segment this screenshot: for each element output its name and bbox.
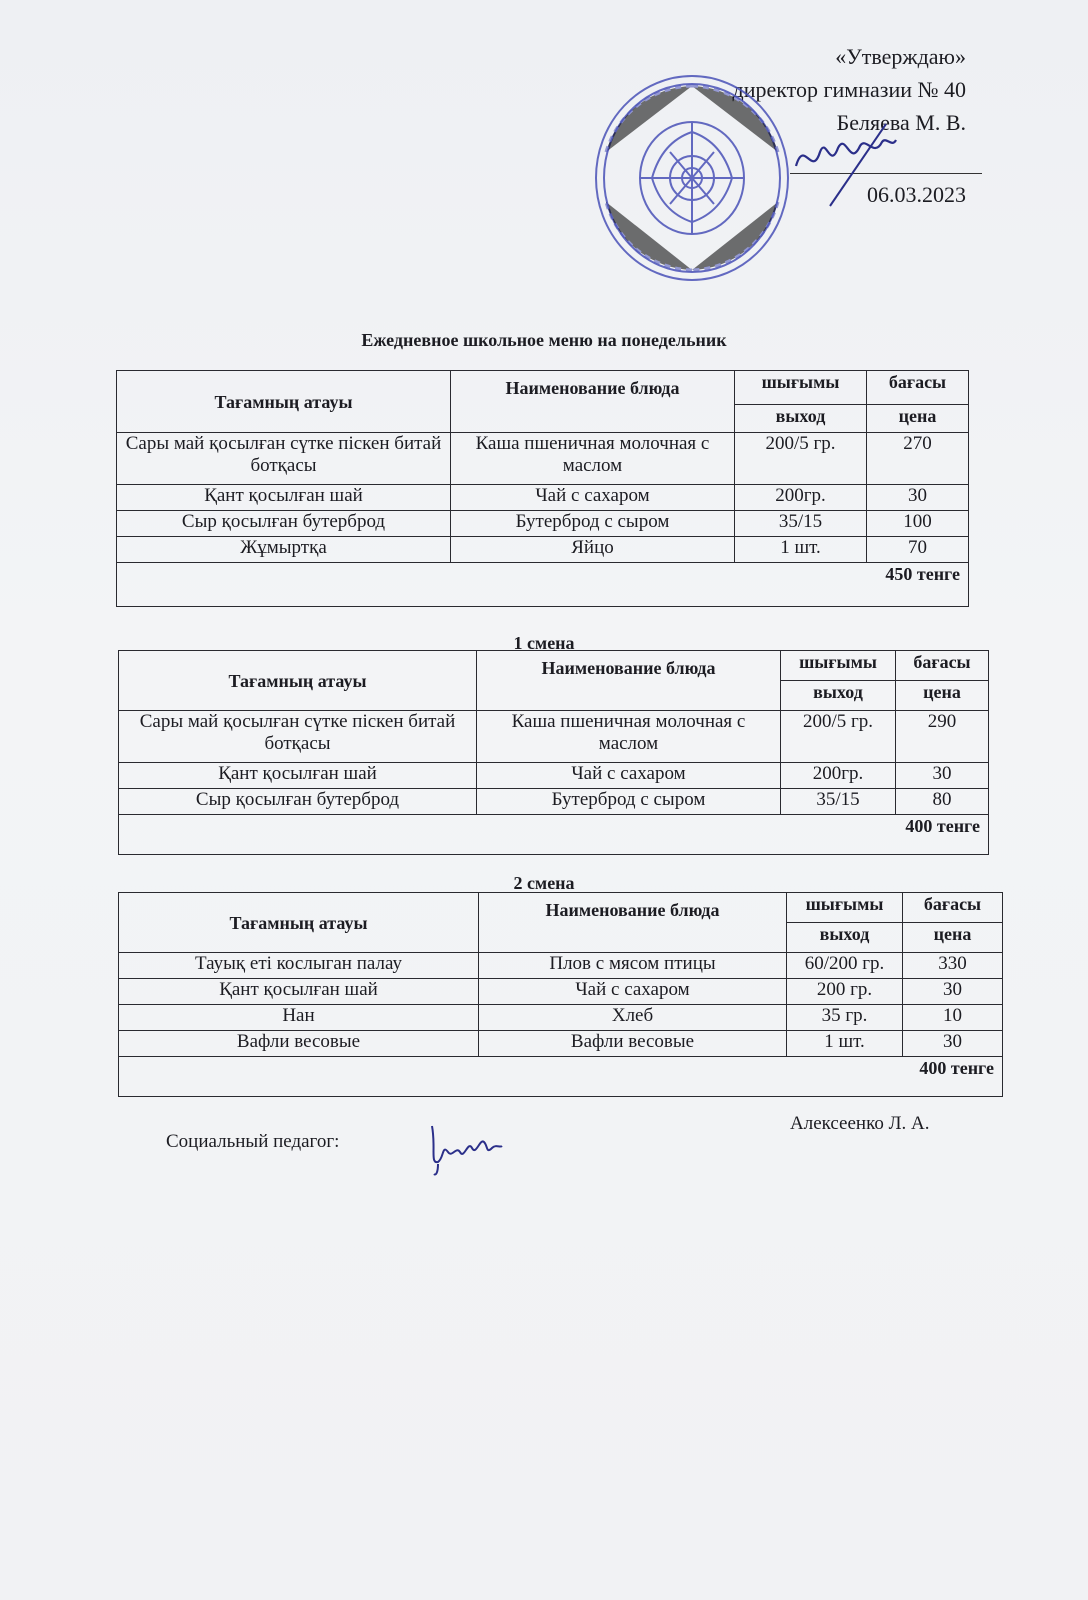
header-price-ru: цена: [903, 923, 1003, 953]
total-price: 400 тенге: [119, 815, 989, 855]
table-row: [119, 979, 1003, 1005]
approval-date: 06.03.2023: [867, 182, 966, 207]
header-price-kz: бағасы: [896, 651, 989, 681]
dish-kz: Қант қосылған шай: [117, 485, 451, 511]
dish-yield: 1 шт.: [787, 1031, 903, 1057]
dish-ru: Чай с сахаром: [479, 979, 787, 1005]
signature-icon: [790, 118, 900, 208]
total-price: 450 тенге: [117, 563, 969, 607]
header-price-kz: бағасы: [867, 371, 969, 405]
shift-1-title: 1 смена: [513, 633, 575, 653]
dish-ru: Бутерброд с сыром: [451, 511, 735, 537]
header-price-ru: цена: [867, 405, 969, 433]
dish-ru: Чай с сахаром: [477, 763, 781, 789]
dish-kz: Сары май қосылған сүтке піскен битай ботқасы: [117, 433, 451, 485]
dish-price: 290: [896, 711, 989, 763]
dish-ru: Каша пшеничная молочная с маслом: [477, 711, 781, 763]
dish-yield: 35/15: [735, 511, 867, 537]
dish-price: 80: [896, 789, 989, 815]
signature-icon: [426, 1118, 506, 1178]
header-kz-name: Тағамның атауы: [119, 651, 477, 711]
dish-ru: Плов с мясом птицы: [479, 953, 787, 979]
shift-1-table: [118, 650, 989, 855]
header-ru-name: Наименование блюда: [477, 651, 781, 711]
header-kz-name: Тағамның атауы: [119, 893, 479, 953]
approval-position: директор гимназии № 40: [732, 77, 966, 102]
dish-yield: 200 гр.: [787, 979, 903, 1005]
dish-ru: Чай с сахаром: [451, 485, 735, 511]
header-kz-name: Тағамның атауы: [117, 371, 451, 433]
header-yield-kz: шығымы: [781, 651, 896, 681]
menu-title: Ежедневное школьное меню на понедельник: [361, 330, 727, 350]
dish-price: 30: [903, 1031, 1003, 1057]
dish-kz: Тауық еті кослыган палау: [119, 953, 479, 979]
table-row: [117, 433, 969, 485]
table-row: [117, 511, 969, 537]
dish-price: 70: [867, 537, 969, 563]
header-price-kz: бағасы: [903, 893, 1003, 923]
header-ru-name: Наименование блюда: [451, 371, 735, 433]
main-menu-table: [116, 370, 969, 607]
dish-yield: 35/15: [781, 789, 896, 815]
dish-kz: Нан: [119, 1005, 479, 1031]
dish-yield: 200гр.: [781, 763, 896, 789]
dish-yield: 200/5 гр.: [781, 711, 896, 763]
table-row: [119, 789, 989, 815]
approval-person: Беляева М. В.: [836, 110, 966, 135]
dish-price: 270: [867, 433, 969, 485]
table-row: [117, 485, 969, 511]
dish-price: 30: [896, 763, 989, 789]
table-row: [119, 1005, 1003, 1031]
dish-yield: 200/5 гр.: [735, 433, 867, 485]
dish-kz: Қант қосылған шай: [119, 979, 479, 1005]
header-yield-kz: шығымы: [787, 893, 903, 923]
dish-kz: Сары май қосылған сүтке піскен битай ботқасы: [119, 711, 477, 763]
total-price: 400 тенге: [119, 1057, 1003, 1097]
dish-ru: Вафли весовые: [479, 1031, 787, 1057]
dish-price: 10: [903, 1005, 1003, 1031]
dish-price: 30: [867, 485, 969, 511]
stamp-icon: [592, 72, 792, 284]
dish-kz: Сыр қосылған бутерброд: [117, 511, 451, 537]
dish-yield: 1 шт.: [735, 537, 867, 563]
dish-price: 100: [867, 511, 969, 537]
dish-price: 30: [903, 979, 1003, 1005]
dish-yield: 200гр.: [735, 485, 867, 511]
shift-2-table: [118, 892, 1003, 1097]
shift-2-title: 2 смена: [513, 873, 575, 893]
header-price-ru: цена: [896, 681, 989, 711]
footer-role: Социальный педагог:: [166, 1131, 340, 1152]
table-row: [117, 537, 969, 563]
dish-ru: Бутерброд с сыром: [477, 789, 781, 815]
table-row: [119, 711, 989, 763]
approval-heading: «Утверждаю»: [835, 44, 966, 69]
table-row: [119, 1031, 1003, 1057]
dish-price: 330: [903, 953, 1003, 979]
header-yield-ru: выход: [781, 681, 896, 711]
table-row: [119, 953, 1003, 979]
header-ru-name: Наименование блюда: [479, 893, 787, 953]
dish-ru: Каша пшеничная молочная с маслом: [451, 433, 735, 485]
dish-ru: Хлеб: [479, 1005, 787, 1031]
dish-kz: Вафли весовые: [119, 1031, 479, 1057]
dish-yield: 35 гр.: [787, 1005, 903, 1031]
dish-kz: Жұмыртқа: [117, 537, 451, 563]
header-yield-kz: шығымы: [735, 371, 867, 405]
footer-name: Алексеенко Л. А.: [790, 1113, 930, 1134]
dish-kz: Сыр қосылған бутерброд: [119, 789, 477, 815]
dish-yield: 60/200 гр.: [787, 953, 903, 979]
table-row: [119, 763, 989, 789]
header-yield-ru: выход: [787, 923, 903, 953]
dish-ru: Яйцо: [451, 537, 735, 563]
dish-kz: Қант қосылған шай: [119, 763, 477, 789]
header-yield-ru: выход: [735, 405, 867, 433]
